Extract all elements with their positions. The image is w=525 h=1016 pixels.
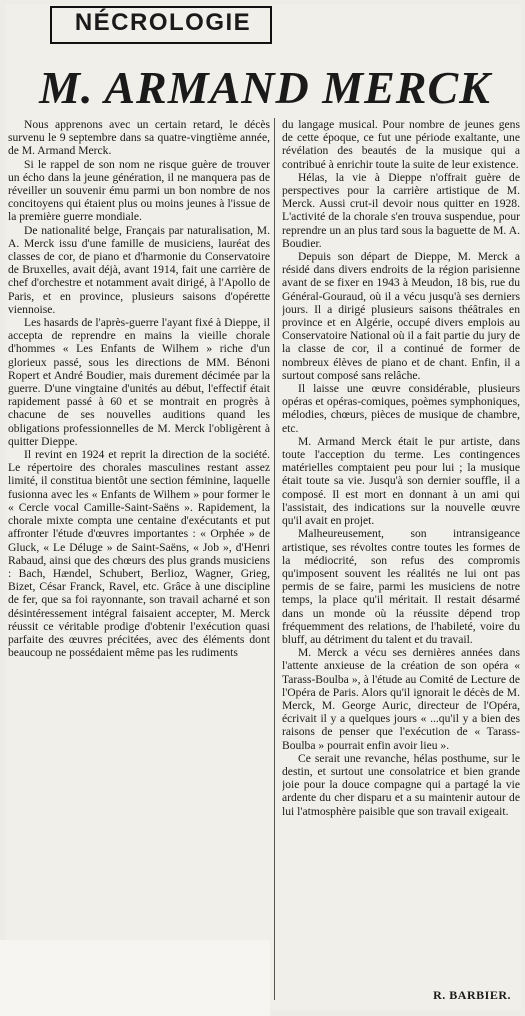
paragraph: Les hasards de l'après-guerre l'ayant fixé à Dieppe, il accepta de reprendre en mains la vieille chorale d'hommes « Les Enfants de Wilhem » riche d'un glorieux passé, sous les directions de MM. Bénoni Ropert et André Boudier, mais durement décimée par la guerre. D'une vingtaine d'unités au début, l'effectif était rapidement passé à 60 et se montrait en progrès à chacune de ses nouvelles auditions quand les obligations professionnelles de M. Merck l'obligèrent à quitter Dieppe. xyxy=(8,316,270,448)
paragraph: Il revint en 1924 et reprit la direction de la société. Le répertoire des chorales masculines restant assez limité, il constitua bientôt une section féminine, laquelle fusionna avec les « Enfants de Wilhem » pour former le « Cercle vocal Camille-Saint-Saëns ». Rapidement, la chorale mixte compta une centaine d'exécutants et put affronter l'étude d'œuvres importantes : « Orphée » de Gluck, « Le Déluge » de Saint-Saëns, « Job », d'Henri Rabaud, ainsi que des chœurs des plus grands musiciens : Bach, Hændel, Schubert, Berlioz, Wagner, Grieg, Bizet, César Franck, Ravel, etc. Grâce à une discipline de fer, que sa foi rayonnante, son travail acharné et son désintéressement intégral faisaient accepter, M. Merck réussit ce véritable prodige d'obtenir l'exécution quasi parfaite des œuvres précitées, avec des éléments dont beaucoup ne possédaient même pas les rudiments xyxy=(8,448,270,660)
paragraph: M. Armand Merck était le pur artiste, dans toute l'acception du terme. Les contingences matérielles comptaient peu pour lui ; la musique était toute sa vie. Jusqu'à son dernier souffle, il a composé. Il est mort en donnant à un ami qui l'assistait, des indications sur la nouvelle œuvre qu'il avait en projet. xyxy=(282,434,520,528)
rubric-title: NÉCROLOGIE xyxy=(74,9,252,36)
paragraph: Nous apprenons avec un certain retard, le décès survenu le 9 septembre dans sa quatre-vingtième année, de M. Armand Merck. xyxy=(8,118,270,158)
author-signature: R. BARBIER. xyxy=(433,988,511,1002)
paragraph: Si le rappel de son nom ne risque guère de trouver un écho dans la jeune génération, il ne manquera pas de réveiller un souvenir ému parmi un bon nombre de nos concitoyens qui étaient plus ou moins jeunes à l'issue de la première guerre mondiale. xyxy=(8,157,270,224)
paragraph: De nationalité belge, Français par naturalisation, M. A. Merck issu d'une famille de musiciens, lauréat des classes de cor, de piano et d'harmonie du Conservatoire de Bruxelles, avait déjà, avant 1914, fait une carrière de chef d'orchestre et notamment avait dirigé, à l'Apollo de Paris, et en province, plusieurs saisons d'opérette viennoise. xyxy=(8,223,270,316)
column-divider xyxy=(274,118,275,1000)
paragraph: M. Merck a vécu ses dernières années dans l'attente anxieuse de la création de son opéra « Tarass-Boulba », à l'étude au Comité de Lecture de l'Opéra de Paris. Alors qu'il ignorait le décès de M. Merck, M. George Auric, directeur de l'Opéra, écrivait il y a quelques jours « ...qu'il y a bien des raisons de penser que l'exécution de « Tarass-Boulba » pourrait enfin avoir lieu ». xyxy=(282,646,520,752)
headline: M. ARMAND MERCK xyxy=(39,62,491,113)
article-column-right xyxy=(282,118,520,998)
paragraph: Depuis son départ de Dieppe, M. Merck a résidé dans divers endroits de la région parisienne avant de se fixer en 1943 à Meudon, 18 bis, rue du Général-Gouraud, où il a vécu jusqu'à ses derniers jours. Il a dirigé plusieurs saisons théâtrales en province et en Algérie, occupé divers emplois au Conservatoire National où il a fait partie du jury de la classe de cor, il a continué de former de nombreux élèves de piano et de chant. Enfin, il a surtout composé sans relâche. xyxy=(282,250,520,382)
paragraph: du langage musical. Pour nombre de jeunes gens de cette époque, ce fut une période exaltante, une révélation des beautés de la musique qui a contribué à enrichir toute la suite de leur existence. xyxy=(282,118,520,171)
article-column-left xyxy=(8,118,270,938)
blank-margin xyxy=(0,940,270,1016)
paragraph: Hélas, la vie à Dieppe n'offrait guère de perspectives pour la carrière artistique de M. Merck. Aussi crut-il devoir nous quitter en 1928. L'activité de la chorale s'en trouva suspendue, pour reprendre un an plus tard sous la baguette de M. A. Boudier. xyxy=(282,170,520,250)
paragraph: Malheureusement, son intransigeance artistique, ses révoltes contre toutes les formes de la médiocrité, son refus des compromis qu'imposent souvent les réalités ne lui ont pas permis de se faire, parmi les musiciens de notre temps, la place qu'il méritait. Il restait désarmé dans un monde où la réussite dépend trop fréquemment des relations, de l'habileté, voire du bluff, au détriment du talent et du travail. xyxy=(282,527,520,646)
paragraph: Ce serait une revanche, hélas posthume, sur le destin, et surtout une consolatrice et bien grande joie pour la douce compagne qui a partagé la vie ardente du cher disparu et a su maintenir autour de lui l'atmosphère paisible que son travail exigeait. xyxy=(282,751,520,818)
paragraph: Il laisse une œuvre considérable, plusieurs opéras et opéras-comiques, poèmes symphoniques, mélodies, chœurs, pièces de musique de chambre, etc. xyxy=(282,382,520,435)
